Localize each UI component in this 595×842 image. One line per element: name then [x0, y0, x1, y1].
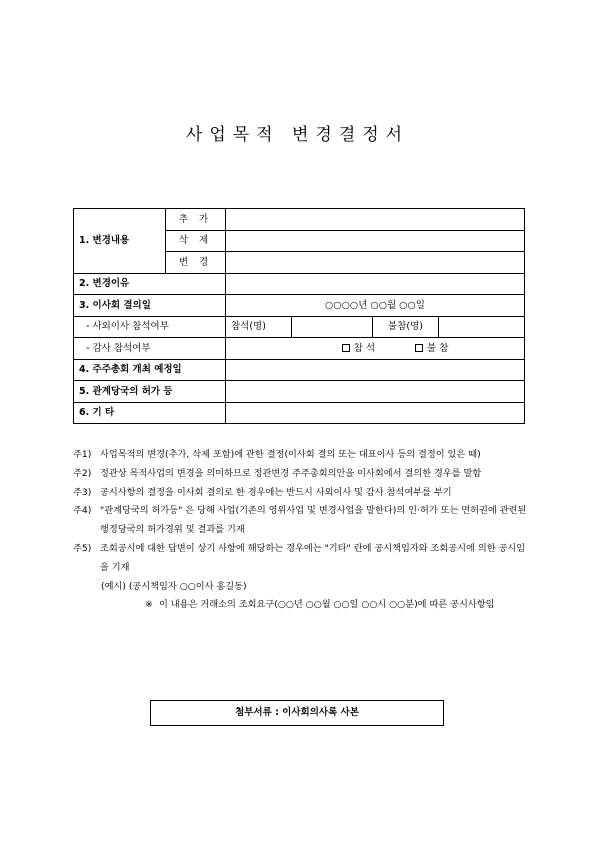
footnote-1 [73, 446, 533, 465]
auditor-attendance-options [226, 338, 525, 360]
auditor-attend-label: 참 석 [353, 342, 375, 354]
footnote-text: "관계당국의 허가등" 은 당해 사업(기존의 영위사업 및 변경사업을 말한다)의 인·허가 또는 면허권에 관련된 행정당국의 허가경위 및 결과를 기재 [100, 505, 527, 536]
other-value[interactable] [226, 402, 525, 424]
footnotes [73, 446, 533, 615]
auditor-absent-label: 불 참 [427, 342, 449, 354]
board-date-value[interactable]: ○○○○년 ○○월 ○○일 [226, 295, 525, 317]
disclosure-form-table [73, 208, 525, 424]
absent-count-label: 불참(명) [373, 316, 439, 338]
checkbox-icon[interactable] [415, 344, 423, 352]
checkbox-icon[interactable] [342, 344, 350, 352]
footnote-number: 주4) [73, 505, 92, 517]
footnote-2 [73, 465, 533, 484]
change-modify-value[interactable] [226, 252, 525, 274]
auditor-attendance-label: - 감사 참석여부 [74, 338, 226, 360]
agm-date-value[interactable] [226, 359, 525, 381]
change-add-value[interactable] [226, 209, 525, 231]
footnote-5 [73, 540, 533, 578]
footnote-text: 공시사항의 결정을 이사회 결의로 한 경우에는 반드시 사외이사 및 감사 참석여부를 부기 [100, 486, 452, 498]
change-reason-label: 2. 변경이유 [74, 273, 226, 295]
auditor-attend-option[interactable] [342, 344, 375, 354]
document-title: 사업목적 변경결정서 [185, 125, 410, 145]
change-delete-label: 삭 제 [166, 230, 226, 252]
approval-value[interactable] [226, 381, 525, 403]
star-note-text: 이 내용은 거래소의 조회요구(○○년 ○○월 ○○일 ○○시 ○○분)에 따른 공시사항임 [159, 599, 495, 611]
change-add-label: 추 가 [166, 209, 226, 231]
agm-date-label: 4. 주주총회 개최 예정일 [74, 359, 226, 381]
attend-count-value[interactable] [292, 316, 373, 338]
outside-director-label: - 사외이사 참석여부 [74, 316, 226, 338]
attachment-box: 첨부서류 : 이사회의사록 사본 [150, 700, 444, 726]
approval-label: 5. 관계당국의 허가 등 [74, 381, 226, 403]
reference-mark-icon: ※ [145, 599, 153, 611]
footnote-example: (예시) (공시책임자 ○○이사 홍길동) [101, 580, 247, 592]
other-label: 6. 기 타 [74, 402, 226, 424]
board-date-label: 3. 이사회 결의일 [74, 295, 226, 317]
change-delete-value[interactable] [226, 230, 525, 252]
auditor-absent-option[interactable] [415, 344, 448, 354]
footnote-4 [73, 502, 533, 540]
footnote-number: 주2) [73, 467, 92, 479]
change-reason-value[interactable] [226, 273, 525, 295]
footnote-number: 주3) [73, 486, 92, 498]
footnote-3 [73, 484, 533, 503]
attend-count-label: 참석(명) [226, 316, 292, 338]
footnote-text: 사업목적의 변경(추가, 삭제 포함)에 관한 결정(이사회 결의 또는 대표이사 등의 결정이 있은 때) [100, 449, 481, 460]
absent-count-value[interactable] [439, 316, 525, 338]
footnote-number: 주5) [73, 542, 92, 554]
footnote-text: 조회공시에 대한 답변이 상기 사항에 해당하는 경우에는 "기타" 란에 공시책임자와 조회공시에 의한 공시임을 기재 [100, 542, 526, 573]
footnote-number: 주1) [73, 449, 92, 460]
star-note [73, 596, 533, 615]
change-modify-label: 변 경 [166, 252, 226, 274]
change-contents-label: 1. 변경내용 [74, 209, 166, 274]
footnote-text: 정관상 목적사업의 변경을 의미하므로 정관변경 주주총회의안을 이사회에서 결의한 경우를 말함 [100, 467, 482, 479]
